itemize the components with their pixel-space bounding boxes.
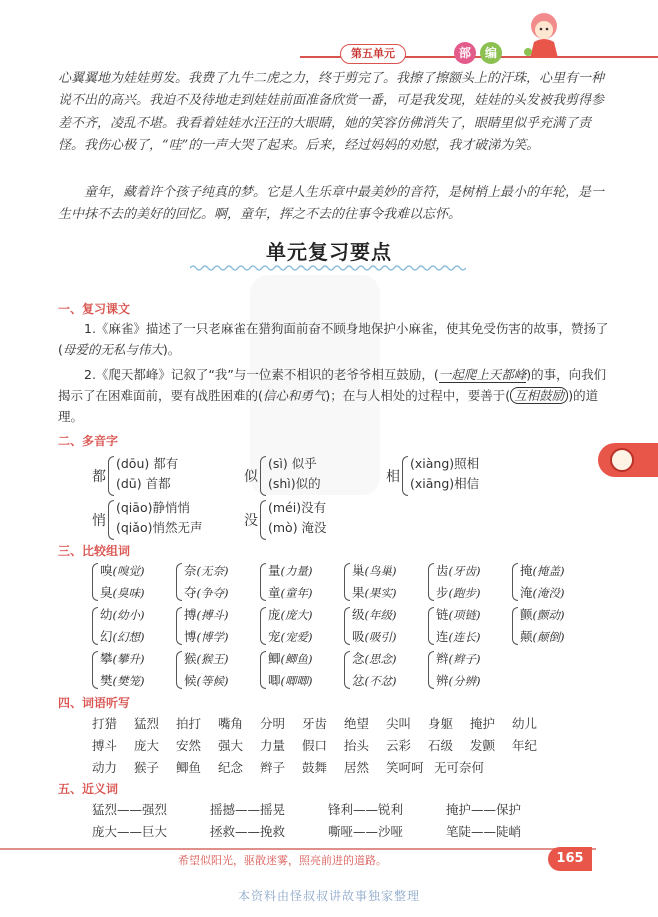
dictation-word: 搏斗	[92, 738, 118, 753]
brace	[92, 651, 98, 689]
compare-word: 夺(争夺)	[184, 585, 229, 600]
compare-word: 淹(淹没)	[520, 585, 565, 600]
synonym-pair: 掩护——保护	[446, 802, 522, 817]
compare-word: 奈(无奈)	[184, 563, 229, 578]
dictation-row	[92, 736, 554, 754]
dictation-word: 庞大	[134, 738, 160, 753]
dictation-word: 尖叫	[386, 716, 412, 731]
brace	[260, 651, 266, 689]
compare-word: 级(年级)	[352, 607, 397, 622]
dictation-word: 拍打	[176, 716, 202, 731]
dictation-row	[92, 714, 554, 732]
compare-word: 颤(颤动)	[520, 607, 565, 622]
badge-bian: 编	[480, 42, 502, 64]
dictation-word: 云彩	[386, 738, 412, 753]
compare-word: 辫(辫子)	[436, 651, 481, 666]
dictation-word: 动力	[92, 760, 118, 775]
synonym-pair: 拯救——挽救	[210, 824, 286, 839]
compare-word: 宠(宠爱)	[268, 629, 313, 644]
heading-polyphonic: 二、多音字	[58, 434, 119, 448]
dictation-word: 居然	[344, 760, 370, 775]
compare-word: 嗅(嗅觉)	[100, 563, 145, 578]
brace	[176, 563, 182, 601]
compare-word: 樊(樊笼)	[100, 673, 145, 688]
footer-motto: 希望似阳光，驱散迷雾，照亮前进的道路。	[178, 854, 387, 867]
compare-word: 攀(攀升)	[100, 651, 145, 666]
dictation-word: 牙齿	[302, 716, 328, 731]
dictation-word: 石级	[428, 738, 454, 753]
brace	[512, 563, 518, 601]
brace	[428, 651, 434, 689]
dictation-word: 幼儿	[512, 716, 538, 731]
brace	[176, 607, 182, 645]
compare-word: 颠(颠倒)	[520, 629, 565, 644]
compare-word: 臭(臭味)	[100, 585, 145, 600]
dictation-word: 发颤	[470, 738, 496, 753]
compare-word: 步(跑步)	[436, 585, 481, 600]
dictation-word: 猴子	[134, 760, 160, 775]
dictation-word: 掩护	[470, 716, 496, 731]
brace	[344, 607, 350, 645]
compare-word: 唧(唧唧)	[268, 673, 313, 688]
brace	[344, 563, 350, 601]
synonym-pair: 笔陡——陡峭	[446, 824, 522, 839]
dictation-word: 纪念	[218, 760, 244, 775]
compare-word: 猴(猴王)	[184, 651, 229, 666]
dictation-word: 无可奈何	[434, 760, 485, 775]
heading-compare-words: 三、比较组词	[58, 544, 131, 558]
dictation-word: 嘴角	[218, 716, 244, 731]
brace	[344, 651, 350, 689]
wave-divider	[190, 264, 466, 272]
dictation-word: 打猎	[92, 716, 118, 731]
brace	[260, 607, 266, 645]
dictation-word: 身躯	[428, 716, 454, 731]
dictation-word: 假口	[302, 738, 328, 753]
page-number: 165	[548, 847, 592, 871]
compare-word: 辨(分辨)	[436, 673, 481, 688]
dictation-word: 安然	[176, 738, 202, 753]
brace	[260, 563, 266, 601]
dictation-row	[92, 758, 504, 776]
compare-word: 庞(庞大)	[268, 607, 313, 622]
brace	[176, 651, 182, 689]
review-item-1: 1.《麻雀》描述了一只老麻雀在猎狗面前奋不顾身地保护小麻雀，使其免受伤害的故事，赞扬了(母爱的无私与伟大)。	[58, 321, 609, 357]
dictation-word: 鼓舞	[302, 760, 328, 775]
compare-word: 掩(掩盖)	[520, 563, 565, 578]
synonym-pair: 猛烈——强烈	[92, 802, 168, 817]
section-title: 单元复习要点	[266, 240, 392, 264]
dictation-word: 抬头	[344, 738, 370, 753]
passage-paragraph-2: 童年，藏着许个孩子纯真的梦。它是人生乐章中最美妙的音符，是树梢上最小的年轮，是一生中抹不去的美好的回忆。啊，童年，挥之不去的往事令我难以忘怀。	[58, 185, 605, 223]
footer-rule	[0, 848, 596, 850]
brace	[512, 607, 518, 645]
compare-word: 链(项链)	[436, 607, 481, 622]
compare-word: 吸(吸引)	[352, 629, 397, 644]
synonym-row	[92, 800, 564, 818]
compare-word: 候(等候)	[184, 673, 229, 688]
side-tab	[598, 443, 658, 477]
compare-word: 忿(不忿)	[352, 673, 397, 688]
heading-synonyms: 五、近义词	[58, 782, 119, 796]
mascot-girl-icon	[512, 6, 572, 64]
heading-review-texts: 一、复习课文	[58, 302, 131, 316]
mascot-face-icon	[610, 448, 634, 472]
dictation-word: 年纪	[512, 738, 538, 753]
compare-word: 博(博学)	[184, 629, 229, 644]
compare-word: 幻(幻想)	[100, 629, 145, 644]
synonym-pair: 锋利——锐利	[328, 802, 404, 817]
compare-word: 连(连长)	[436, 629, 481, 644]
dictation-word: 猛烈	[134, 716, 160, 731]
passage-paragraph-1: 心翼翼地为娃娃剪发。我费了九牛二虎之力，终于剪完了。我擦了擦额头上的汗珠，心里有一种说不出的高兴。我迫不及待地走到娃娃前面准备欣赏一番，可是我发现，娃娃的头发被我剪得参差不齐，凌乱不堪。我看着娃娃水汪汪的大眼睛，她的笑容仿佛消失了，眼睛里似乎充满了责怪。我伤心极了，“哇”的一声大哭了起来。后来，经过妈妈的劝慰，我才破涕为笑。	[58, 71, 605, 154]
dictation-word: 鲫鱼	[176, 760, 202, 775]
compare-word: 果(果实)	[352, 585, 397, 600]
badge-bu: 部	[454, 42, 476, 64]
compare-word: 幼(幼小)	[100, 607, 145, 622]
compare-word: 念(思念)	[352, 651, 397, 666]
dictation-word: 辫子	[260, 760, 286, 775]
dictation-word: 强大	[218, 738, 244, 753]
synonym-row	[92, 822, 564, 840]
synonym-pair: 摇撼——摇晃	[210, 802, 286, 817]
compare-word: 齿(牙齿)	[436, 563, 481, 578]
brace	[92, 607, 98, 645]
review-item-2: 2.《爬天都峰》记叙了“我”与一位素不相识的老爷爷相互鼓励，(一起爬上天都峰)的事，向我们揭示了在困难面前，要有战胜困难的(信心和勇气)；在与人相处的过程中，要善于( 互相鼓励 )的道理。	[58, 367, 607, 424]
brace	[92, 563, 98, 601]
compare-word: 量(力量)	[268, 563, 313, 578]
compare-word: 鲫(鲫鱼)	[268, 651, 313, 666]
unit-tab: 第五单元	[340, 44, 406, 64]
heading-dictation: 四、词语听写	[58, 696, 131, 710]
dictation-word: 笑呵呵	[386, 760, 424, 775]
synonym-pair: 庞大——巨大	[92, 824, 168, 839]
dictation-word: 分明	[260, 716, 286, 731]
compare-word: 巢(鸟巢)	[352, 563, 397, 578]
brace	[428, 563, 434, 601]
dictation-word: 绝望	[344, 716, 370, 731]
credit-line: 本资料由怪叔叔讲故事独家整理	[237, 889, 420, 903]
compare-word: 搏(搏斗)	[184, 607, 229, 622]
dictation-word: 力量	[260, 738, 286, 753]
synonym-pair: 嘶哑——沙哑	[328, 824, 404, 839]
compare-word: 童(童年)	[268, 585, 313, 600]
brace	[428, 607, 434, 645]
